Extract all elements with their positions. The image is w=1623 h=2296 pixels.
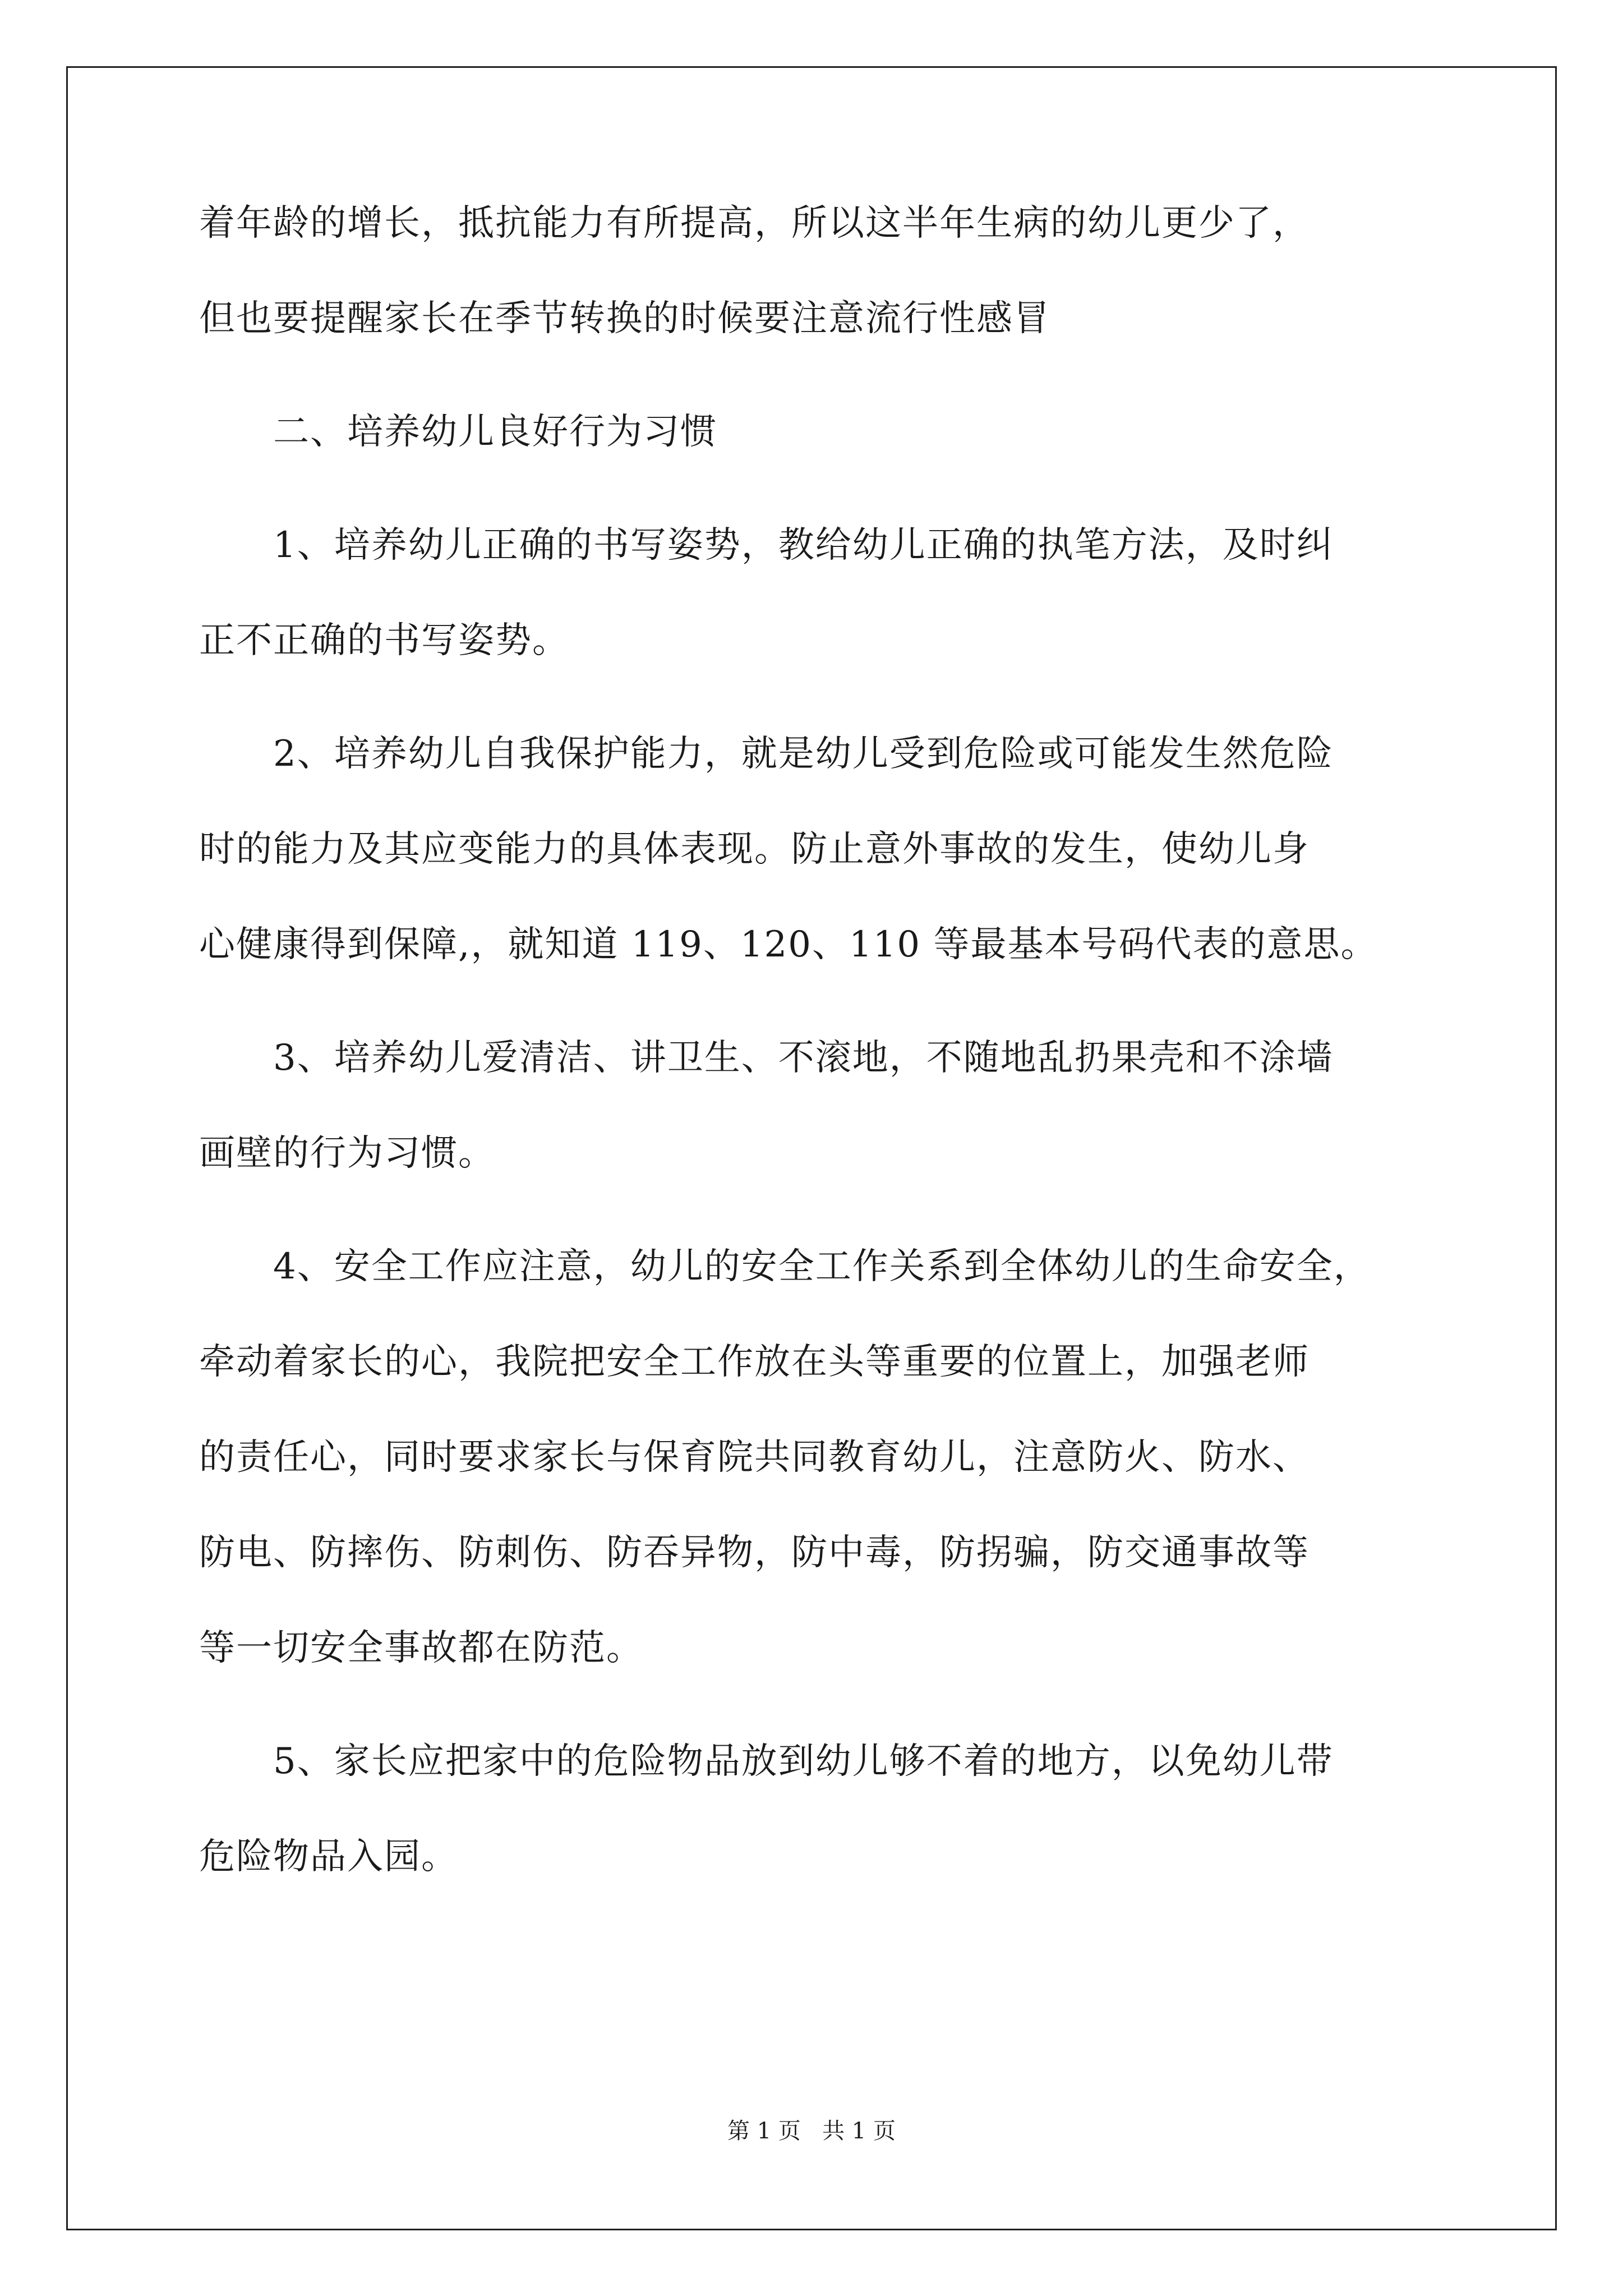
text-line: 心健康得到保障,，就知道 119、120、110 等最基本号码代表的意思。 — [199, 924, 1378, 965]
text-line: 防电、防摔伤、防刺伤、防吞异物，防中毒，防拐骗，防交通事故等 — [199, 1532, 1310, 1573]
list-item: 1、培养幼儿正确的书写姿势，教给幼儿正确的执笔方法，及时纠 — [273, 524, 1334, 566]
page-number-footer: 第 1 页 共 1 页 — [727, 2118, 896, 2144]
list-item: 5、家长应把家中的危险物品放到幼儿够不着的地方，以免幼儿带 — [273, 1741, 1334, 1782]
text-line: 着年龄的增长，抵抗能力有所提高，所以这半年生病的幼儿更少了， — [199, 203, 1310, 244]
document-body — [199, 202, 1433, 1878]
text-line: 时的能力及其应变能力的具体表现。防止意外事故的发生，使幼儿身 — [199, 829, 1310, 870]
text-line: 画壁的行为习惯。 — [199, 1133, 495, 1174]
section-heading: 二、培养幼儿良好行为习惯 — [273, 411, 717, 453]
text-line: 等一切安全事故都在防范。 — [199, 1627, 643, 1669]
list-item: 2、培养幼儿自我保护能力，就是幼儿受到危险或可能发生然危险 — [273, 733, 1334, 775]
text-line: 的责任心，同时要求家长与保育院共同教育幼儿，注意防火、防水、 — [199, 1437, 1310, 1478]
list-item: 4、安全工作应注意，幼儿的安全工作关系到全体幼儿的生命安全， — [273, 1246, 1371, 1287]
text-line: 牵动着家长的心，我院把安全工作放在头等重要的位置上，加强老师 — [199, 1341, 1310, 1383]
text-line: 但也要提醒家长在季节转换的时候要注意流行性感冒 — [199, 298, 1050, 339]
text-line: 正不正确的书写姿势。 — [199, 620, 569, 661]
text-line: 危险物品入园。 — [199, 1836, 458, 1878]
list-item: 3、培养幼儿爱清洁、讲卫生、不滚地，不随地乱扔果壳和不涂墙 — [273, 1037, 1334, 1079]
